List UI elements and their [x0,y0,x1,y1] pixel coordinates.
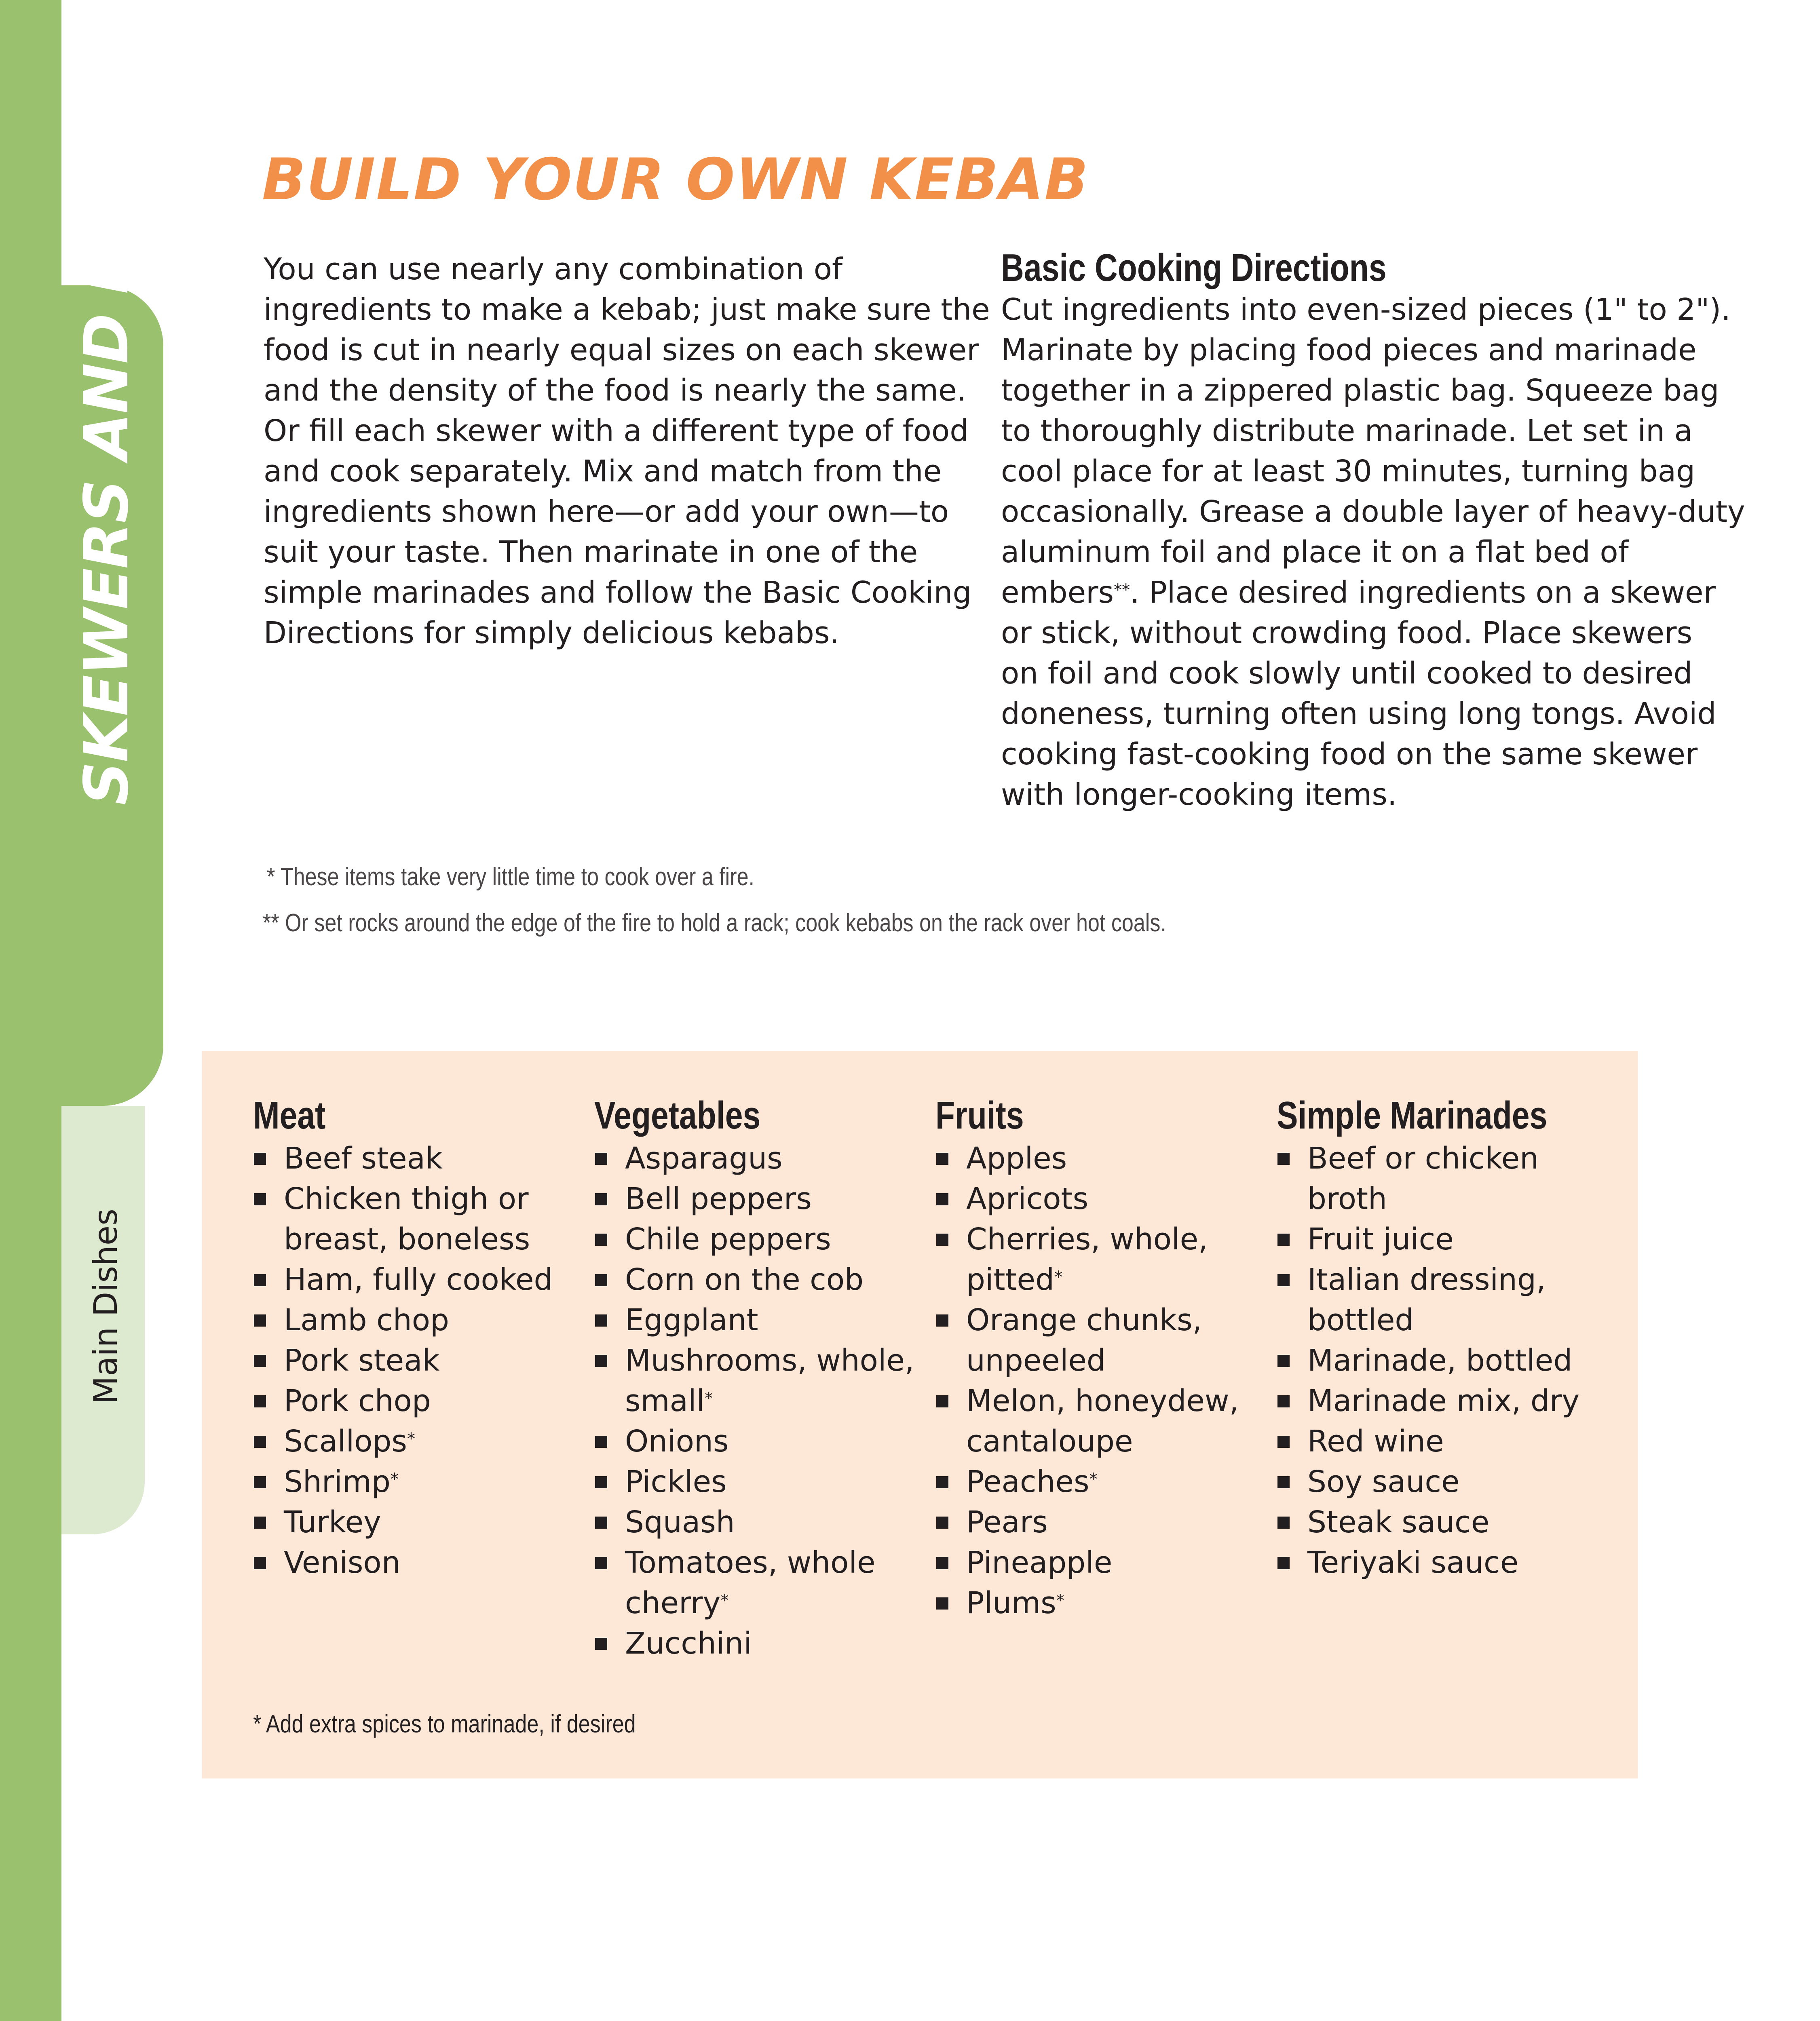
bullet-icon [936,1476,948,1488]
bullet-icon [1277,1153,1290,1165]
directions-line: occasionally. Grease a double layer of heavy-duty [1001,494,1745,529]
list-item-text: Zucchini [625,1626,752,1661]
list-item [1277,1381,1607,1421]
list-item [594,1502,914,1542]
fruits-column [935,1095,1239,1623]
directions-line: to thoroughly distribute marinade. Let set in a [1001,413,1693,448]
list-item [935,1300,1239,1381]
bullet-icon [254,1517,266,1529]
bullet-icon [254,1436,266,1448]
directions-line: doneness, turning often using long tongs. Avoid [1001,696,1717,731]
list-item-text: small [625,1384,705,1418]
list-item [1277,1502,1607,1542]
panel-footnote: * Add extra spices to marinade, if desired [253,1710,636,1738]
column-heading: Simple Marinades [1277,1094,1548,1137]
list-item-text: Orange chunks, [966,1303,1202,1337]
footnote-mark: * [1089,1470,1098,1489]
intro-line: simple marinades and follow the Basic Cooking [264,575,972,610]
list-item [253,1462,553,1502]
list-item [594,1259,914,1300]
list-item-text: Red wine [1307,1424,1444,1459]
list-item [594,1300,914,1340]
list-item [253,1179,553,1259]
column-heading: Vegetables [594,1094,761,1137]
list-item-text: Melon, honeydew, [966,1384,1239,1418]
footnote-mark: * [720,1591,729,1610]
bullet-icon [595,1557,607,1569]
list-item-text: Apples [966,1141,1067,1176]
intro-line: Directions for simply delicious kebabs. [264,616,839,650]
list-item [594,1623,914,1664]
list-item-text: Pork steak [284,1343,440,1378]
list-item [594,1542,914,1623]
bullet-icon [254,1314,266,1327]
list-item-text: Marinade, bottled [1307,1343,1573,1378]
directions-text: embers [1001,575,1114,610]
list-item [253,1340,553,1381]
directions-line-with-note [1001,572,1745,613]
list-item-text: bottled [1307,1303,1414,1337]
directions-line: or stick, without crowding food. Place skewers [1001,616,1693,650]
bullet-icon [936,1314,948,1327]
list-item-text: breast, boneless [284,1222,530,1257]
list-item [594,1340,914,1421]
list-item [935,1502,1239,1542]
marinades-column [1277,1095,1607,1583]
bullet-icon [936,1153,948,1165]
intro-line: Or fill each skewer with a different type of food [264,413,969,448]
bullet-icon [936,1395,948,1407]
bullet-icon [595,1193,607,1205]
list-item [935,1179,1239,1219]
bullet-icon [936,1193,948,1205]
bullet-icon [254,1557,266,1569]
directions-line: cooking fast-cooking food on the same skewer [1001,737,1698,772]
list-item-text: Pork chop [284,1384,431,1418]
bullet-icon [254,1476,266,1488]
cooking-directions [1001,247,1745,815]
bullet-icon [595,1234,607,1246]
side-color-strip [0,0,61,2021]
list-item [1277,1259,1607,1340]
bullet-icon [1277,1517,1290,1529]
list-item-text: unpeeled [966,1343,1106,1378]
bullet-icon [1277,1476,1290,1488]
list-item [253,1421,553,1462]
bullet-icon [595,1436,607,1448]
bullet-icon [254,1153,266,1165]
bullet-icon [595,1274,607,1286]
list-item-text: Steak sauce [1307,1505,1490,1540]
bullet-icon [936,1234,948,1246]
intro-line: and the density of the food is nearly the same. [264,373,967,408]
list-item-text: Chicken thigh or [284,1181,529,1216]
vegetables-column [594,1095,914,1664]
list-item [253,1381,553,1421]
directions-line: cool place for at least 30 minutes, turning bag [1001,454,1695,489]
intro-line: ingredients shown here—or add your own—to [264,494,949,529]
bullet-icon [1277,1436,1290,1448]
intro-line: suit your taste. Then marinate in one of the [264,535,918,570]
directions-line: on foil and cook slowly until cooked to desired [1001,656,1693,691]
bullet-icon [1277,1557,1290,1569]
list-item-text: cherry [625,1586,721,1620]
list-item [594,1138,914,1179]
bullet-icon [595,1476,607,1488]
bullet-icon [936,1597,948,1610]
page-title: BUILD YOUR OWN KEBAB [262,146,1089,213]
list-item-text: Squash [625,1505,735,1540]
directions-line: together in a zippered plastic bag. Squeeze bag [1001,373,1719,408]
list-item-text: Ham, fully cooked [284,1262,553,1297]
list-item-text: Soy sauce [1307,1464,1460,1499]
directions-line: with longer-cooking items. [1001,777,1397,812]
list-item-text: Eggplant [625,1303,758,1337]
list-item [1277,1462,1607,1502]
bullet-icon [936,1517,948,1529]
list-item-text: Beef or chicken [1307,1141,1539,1176]
footnote-rack: ** Or set rocks around the edge of the fire to hold a rack; cook kebabs on the rack over hot coals. [263,909,1166,937]
list-item-text: Italian dressing, [1307,1262,1546,1297]
list-item-text: Bell peppers [625,1181,812,1216]
footnote-mark: * [407,1430,415,1448]
list-item-text: Teriyaki sauce [1307,1545,1519,1580]
list-item [594,1462,914,1502]
list-item-text: cantaloupe [966,1424,1133,1459]
bullet-icon [936,1557,948,1569]
list-item-text: Shrimp [284,1464,391,1499]
section-tab-label: SKEWERS AND KEBABS [72,27,142,805]
bullet-icon [254,1395,266,1407]
list-item-text: Plums [966,1586,1056,1620]
list-item-text: Beef steak [284,1141,443,1176]
list-item-text: Venison [284,1545,401,1580]
list-item-text: Pineapple [966,1545,1113,1580]
bullet-icon [1277,1395,1290,1407]
list-item [253,1138,553,1179]
intro-line: and cook separately. Mix and match from the [264,454,942,489]
footnote-mark: * [1054,1268,1063,1287]
list-item [253,1259,553,1300]
list-item [935,1542,1239,1583]
footnote-mark: * [390,1470,399,1489]
footnote-mark: * [705,1389,713,1408]
column-heading: Fruits [935,1094,1024,1137]
list-item-text: Pickles [625,1464,727,1499]
list-item [253,1300,553,1340]
list-item-text: Asparagus [625,1141,783,1176]
footnote-mark: ** [1114,581,1130,599]
list-item [1277,1340,1607,1381]
bullet-icon [595,1355,607,1367]
list-item [1277,1138,1607,1219]
list-item-text: Turkey [284,1505,381,1540]
list-item-text: Marinade mix, dry [1307,1384,1580,1418]
list-item [253,1542,553,1583]
bullet-icon [254,1193,266,1205]
column-heading: Meat [253,1094,326,1137]
bullet-icon [595,1517,607,1529]
directions-line: Marinate by placing food pieces and marinade [1001,333,1697,367]
directions-line: aluminum foil and place it on a flat bed of [1001,535,1629,570]
list-item [253,1502,553,1542]
list-item [594,1219,914,1259]
list-item [1277,1219,1607,1259]
list-item [935,1381,1239,1462]
list-item [1277,1421,1607,1462]
directions-line: Cut ingredients into even-sized pieces (1" to 2"). [1001,292,1731,327]
meat-column [253,1095,553,1583]
list-item [935,1583,1239,1623]
bullet-icon [1277,1274,1290,1286]
list-item-text: Onions [625,1424,729,1459]
list-item [1277,1542,1607,1583]
list-item-text: Lamb chop [284,1303,449,1337]
list-item-text: Fruit juice [1307,1222,1454,1257]
bullet-icon [595,1153,607,1165]
intro-line: ingredients to make a kebab; just make sure the [264,292,990,327]
bullet-icon [595,1314,607,1327]
list-item-text: Scallops [284,1424,407,1459]
list-item-text: broth [1307,1181,1387,1216]
list-item [935,1219,1239,1300]
list-item [935,1138,1239,1179]
list-item [594,1179,914,1219]
list-item-text: Apricots [966,1181,1089,1216]
bullet-icon [1277,1234,1290,1246]
list-item-text: Pears [966,1505,1048,1540]
bullet-icon [254,1355,266,1367]
intro-paragraph [264,249,990,653]
list-item-text: Corn on the cob [625,1262,864,1297]
intro-line: You can use nearly any combination of [264,252,843,287]
intro-line: food is cut in nearly equal sizes on each skewer [264,333,979,367]
list-item-text: Mushrooms, whole, [625,1343,914,1378]
directions-heading: Basic Cooking Directions [1001,246,1387,289]
list-item-text: Tomatoes, whole [625,1545,876,1580]
bullet-icon [1277,1355,1290,1367]
bullet-icon [254,1274,266,1286]
list-item-text: Chile peppers [625,1222,831,1257]
ingredients-panel [202,1051,1638,1778]
footnote-mark: * [1056,1591,1064,1610]
list-item-text: Cherries, whole, [966,1222,1208,1257]
footnote-quick-cook: * These items take very little time to cook over a fire. [267,863,755,891]
directions-text: . Place desired ingredients on a skewer [1130,575,1716,610]
list-item-text: Peaches [966,1464,1089,1499]
list-item-text: pitted [966,1262,1055,1297]
list-item [594,1421,914,1462]
list-item [935,1462,1239,1502]
chapter-tab-label: Main Dishes [87,1209,125,1404]
bullet-icon [595,1638,607,1650]
